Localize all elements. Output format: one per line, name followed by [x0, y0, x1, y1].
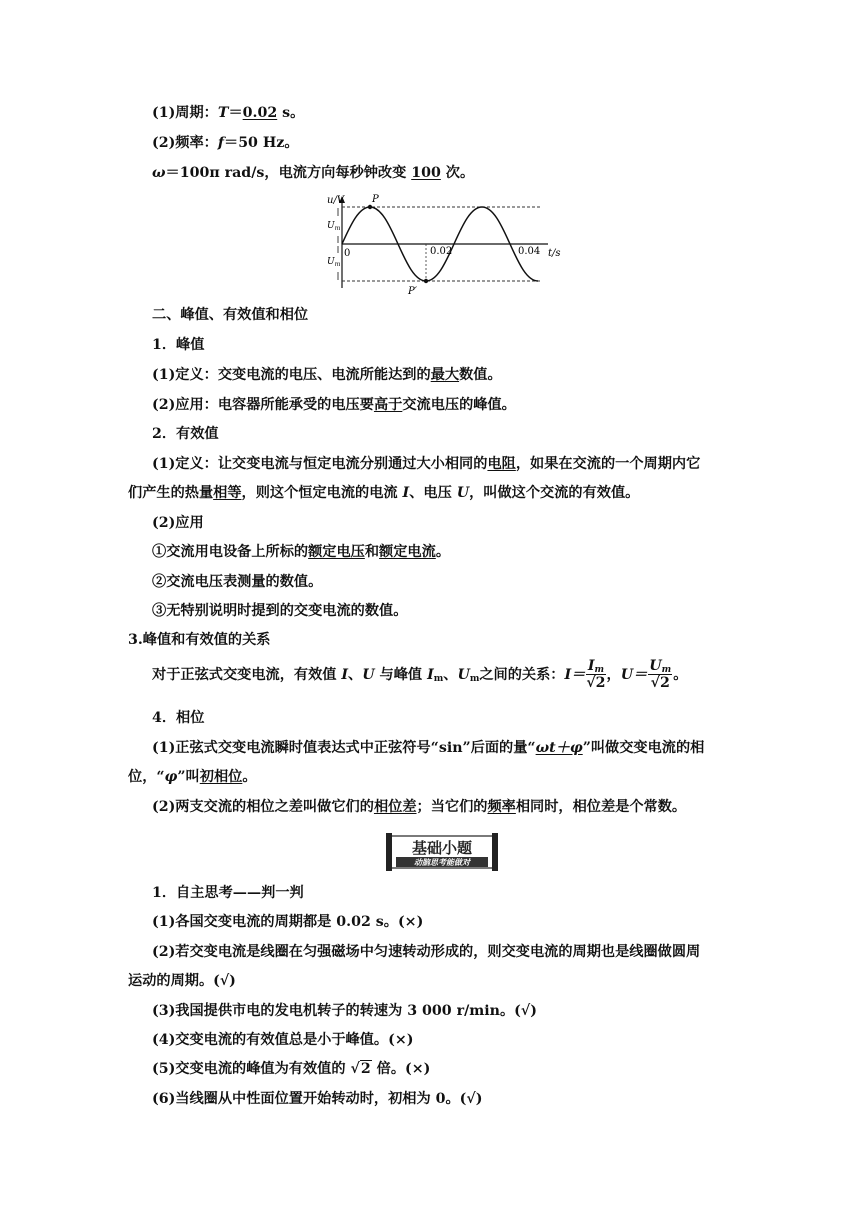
peak-application: (2)应用：电容器所能承受的电压要高于交流电压的峰值。 [152, 397, 516, 413]
judge-q6: (6)当线圈从中性面位置开始转动时，初相为 0。(√) [152, 1091, 483, 1107]
x-axis-label: t/s [548, 248, 561, 259]
relation-title: 3.峰值和有效值的关系 [128, 632, 271, 648]
phase-title: 4．相位 [152, 710, 205, 726]
judge-q5: (5)交变电流的峰值为有效值的 √2 倍。(×) [152, 1061, 431, 1077]
effective-application-title: (2)应用 [152, 515, 204, 531]
omega-value: 100 [411, 165, 441, 181]
effective-item-3: ③无特别说明时提到的交变电流的数值。 [152, 603, 408, 619]
badge-subtitle: 动脑思考能做对 [414, 857, 470, 867]
effective-item-2: ②交流电压表测量的数值。 [152, 574, 323, 590]
period-line: (1)周期：T＝0.02 s。 [152, 105, 305, 121]
um-upper-label: $U_m$ [327, 221, 341, 232]
formula-u-lhs: U＝ [620, 667, 648, 683]
relation-line: 对于正弦式交变电流，有效值 I、U 与峰值 $I_m$、$U_m$之间的关系：I＝ $\frac{I_m}{√2}$ ，U＝ $\frac{U_m}{√2}$ 。 [152, 658, 688, 691]
formula-u-fraction: $\frac{U_m}{√2}$ [649, 658, 672, 691]
sine-wave-graph [318, 190, 578, 300]
effective-title: 2．有效值 [152, 426, 219, 442]
omega-line: ω＝100π rad/s，电流方向每秒钟改变 100 次。 [152, 165, 475, 181]
effective-item-1: ①交流用电设备上所标的额定电压和额定电流。 [152, 544, 451, 560]
frequency-line: (2)频率：f＝50 Hz。 [152, 135, 299, 151]
phase-line-1: (1)正弦式交变电流瞬时值表达式中正弦符号“sin”后面的量“ωt＋φ”叫做交变电流的相 [152, 740, 705, 756]
point-p-prime-label: P′ [408, 286, 417, 297]
peak-definition: (1)定义：交变电流的电压、电流所能达到的最大数值。 [152, 367, 502, 383]
um-lower-label: $U_m$ [327, 257, 341, 268]
phase-line-3: (2)两支交流的相位之差叫做它们的相位差；当它们的频率相同时，相位差是个常数。 [152, 799, 687, 815]
tick-004-label: 0.04 [518, 246, 541, 257]
effective-definition-line1: (1)定义：让交变电流与恒定电流分别通过大小相同的电阻，如果在交流的一个周期内它 [152, 456, 701, 472]
formula-i-lhs: I＝ [564, 667, 586, 683]
basic-questions-badge [386, 833, 498, 871]
peak-title: 1．峰值 [152, 337, 205, 353]
badge-title: 基础小题 [411, 839, 473, 857]
formula-i-fraction: $\frac{I_m}{√2}$ [586, 658, 606, 691]
judge-q3: (3)我国提供市电的发电机转子的转速为 3 000 r/min。(√) [152, 1003, 537, 1019]
point-p-label: P [372, 194, 379, 205]
phase-line-2: 位，“φ”叫初相位。 [128, 769, 257, 785]
judge-title: 1．自主思考——判一判 [152, 885, 304, 901]
effective-definition-line2: 们产生的热量相等，则这个恒定电流的电流 I、电压 U，叫做这个交流的有效值。 [128, 485, 640, 501]
judge-q2-line2: 运动的周期。(√) [128, 973, 236, 989]
y-axis-label: u/V [327, 195, 345, 206]
judge-q1: (1)各国交变电流的周期都是 0.02 s。(×) [152, 914, 424, 930]
section-heading: 二、峰值、有效值和相位 [152, 307, 309, 323]
point-p [368, 205, 372, 209]
judge-q2-line1: (2)若交变电流是线圈在匀强磁场中匀速转动形成的，则交变电流的周期也是线圈做圆周 [152, 944, 701, 960]
origin-label: 0 [344, 248, 351, 259]
judge-q4: (4)交变电流的有效值总是小于峰值。(×) [152, 1032, 414, 1048]
period-value: 0.02 [242, 105, 278, 121]
tick-002-label: 0.02 [430, 246, 453, 257]
point-p-prime [424, 279, 428, 283]
frequency-value: 50 [238, 135, 258, 151]
